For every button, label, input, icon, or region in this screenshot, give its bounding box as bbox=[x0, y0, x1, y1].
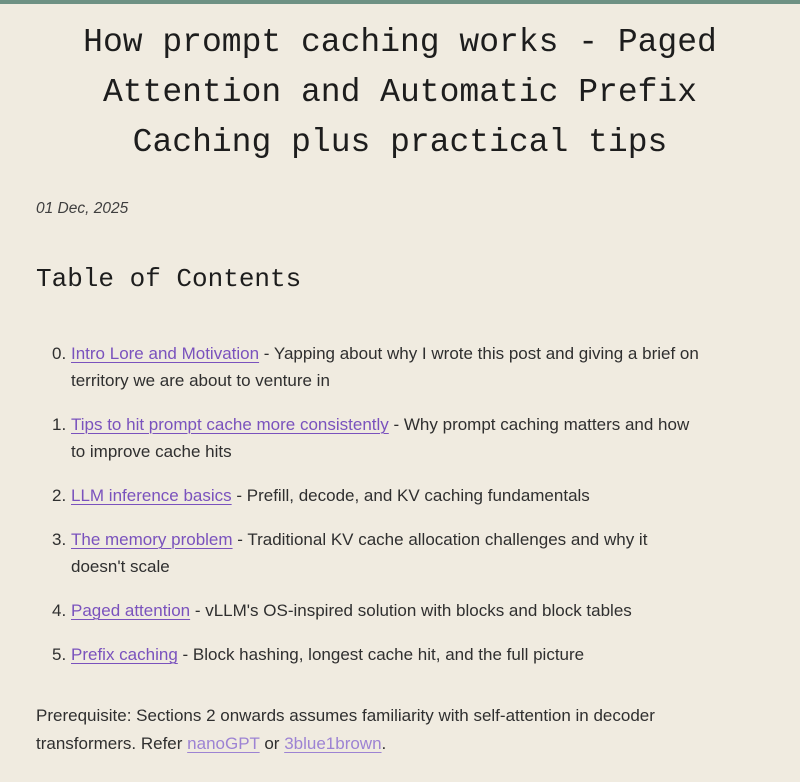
top-accent-bar bbox=[0, 0, 800, 4]
toc-item-number: 4. bbox=[52, 601, 67, 620]
toc-item-content bbox=[71, 597, 703, 624]
toc-item-content bbox=[71, 482, 703, 509]
toc-link-intro[interactable]: Intro Lore and Motivation bbox=[71, 344, 260, 363]
toc-item-description: - Traditional KV cache allocation challenges and why it doesn't scale bbox=[71, 530, 648, 576]
prerequisite-period: . bbox=[381, 733, 387, 753]
toc-link-llm-basics[interactable]: LLM inference basics bbox=[71, 486, 232, 505]
toc-item-content bbox=[71, 340, 703, 394]
toc-item-llm-basics bbox=[52, 482, 703, 509]
toc-item-content bbox=[71, 526, 703, 580]
toc-item-description: - vLLM's OS-inspired solution with blocks and block tables bbox=[190, 601, 632, 620]
toc-link-paged-attention[interactable]: Paged attention bbox=[71, 601, 191, 620]
toc-item-memory-problem bbox=[52, 526, 703, 580]
toc-item-description: - Yapping about why I wrote this post and giving a brief on territory we are about to venture in bbox=[71, 344, 699, 390]
article-page bbox=[0, 18, 800, 782]
toc-item-intro bbox=[52, 340, 703, 394]
toc-item-content bbox=[71, 641, 703, 668]
post-date: 01 Dec, 2025 bbox=[36, 200, 129, 217]
toc-item-number: 2. bbox=[52, 486, 67, 505]
toc-item-description: - Why prompt caching matters and how to improve cache hits bbox=[71, 415, 690, 461]
toc-link-tips[interactable]: Tips to hit prompt cache more consistently bbox=[71, 415, 389, 434]
prerequisite-note bbox=[36, 702, 696, 757]
3blue1brown-link[interactable]: 3blue1brown bbox=[284, 733, 382, 753]
toc-item-number: 1. bbox=[52, 415, 67, 434]
toc-item-paged-attention bbox=[52, 597, 703, 624]
toc-item-number: 5. bbox=[52, 645, 67, 664]
toc-item-number: 0. bbox=[52, 344, 67, 363]
toc-item-prefix-caching bbox=[52, 641, 703, 668]
toc-list bbox=[36, 340, 703, 668]
prerequisite-or-text: or bbox=[259, 733, 285, 753]
toc-link-prefix-caching[interactable]: Prefix caching bbox=[71, 645, 178, 664]
toc-heading: Table of Contents bbox=[36, 264, 302, 294]
nanogpt-link[interactable]: nanoGPT bbox=[187, 733, 260, 753]
prerequisite-text: Prerequisite: Sections 2 onwards assumes familiarity with self-attention in decoder transformers. Refer bbox=[36, 706, 655, 753]
toc-item-number: 3. bbox=[52, 530, 67, 549]
toc-item-description: - Prefill, decode, and KV caching fundamentals bbox=[231, 486, 590, 505]
toc-item-content bbox=[71, 411, 703, 465]
toc-item-tips bbox=[52, 411, 703, 465]
toc-link-memory-problem[interactable]: The memory problem bbox=[71, 530, 233, 549]
page-title: How prompt caching works - Paged Attention and Automatic Prefix Caching plus practical tips bbox=[83, 24, 717, 161]
toc-item-description: - Block hashing, longest cache hit, and the full picture bbox=[177, 645, 585, 664]
